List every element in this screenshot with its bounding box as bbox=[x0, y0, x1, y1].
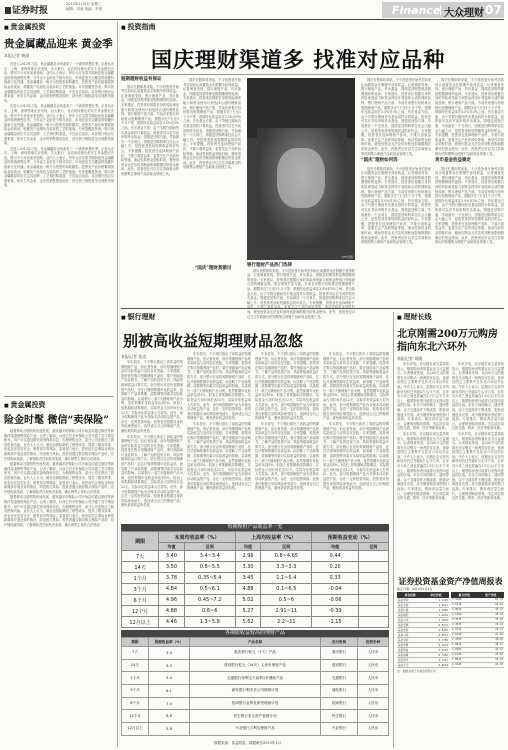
table-cell: 38.17 bbox=[478, 642, 505, 647]
table-cell: 建设银行 bbox=[321, 659, 358, 672]
table-cell: 1个月 bbox=[122, 672, 149, 685]
fund-table-subtitle: 截止日期：2013年1月4日 bbox=[397, 587, 433, 591]
table-cell: 兴业银行 bbox=[321, 723, 358, 736]
table-cell: 3.9810 bbox=[451, 607, 478, 612]
table-cell: 0.8123 bbox=[423, 648, 449, 653]
right-body-col1: 年末岁初，北京楼市成交量持续放大，刚需购房者的置业压力日益增大。记者调查发现，以200万元的预算在北京购买一套两居室住房，选择范围已主要集中在东北六环以外区域。中介人士表示，近期北京五环内新房均价已突破4万元/平方米，五环至六环之间也普遍在2.5万元/平方米以上，刚需购房者只能将目光投向更远的区域。东北方向的顺义、通州等地，由于交通条件不断改善、配套设施逐步完善，成为刚需购房者的热门选择。专家建议，购房者应量力而行，合理规划购房预算，关注项目周边的交通、教育、医疗等配套设施。 年末岁初，北京楼市成交量持续放大，刚需购房者的置业压力日益增大。记者调查发现，以200万元的预算在北京购买一套两居室住房，选择范围已主要集中在东北六环以外区域。中介人士表示，近期北京五环内新房均价已突破4万元/平方米，五环至六环之间也普遍在2.5万元/平方米以上，刚需购房者只能将目光投向更远的区域。东北方向的顺义、通州等地，由于交通条件不断改善、配套设施逐步完善，成为刚需购房者的热门选择。专家建议，购房者应量力而行，合理规划购房预算，关注项目周边的交通、教育、医疗等配套设施。 bbox=[397, 362, 449, 501]
yield-table-grid bbox=[121, 531, 389, 628]
left-article bbox=[4, 22, 114, 394]
table-cell: 1.0234 bbox=[423, 613, 449, 618]
table-row bbox=[122, 659, 389, 672]
mid-body-col4: 年末将至，不少银行推出了高收益的短期理财产品，但记者发现，部分短期理财产品的实际收益与宣传存在差距。专家提醒，投资者在购买短期理财产品时，要仔细阅读产品说明书，了解产品的投资方向、风险等级和收益计算方式。部分银行在宣传短期理财产品时，往往只强调预期年化收益率，而忽略了产品募集期、清算期等因素对实际收益的影响。以某银行一款7天期理财产品为例，虽然预期年化收益率达到5%，但加上募集期和清算期后，实际资金占用时间长达12天，实际年化收益率大打折扣。此外，部分短期理财产品为非保本浮动收益型产品，存在一定的投资风险。投资者应根据自身的风险承受能力，选择适合自己的理财产品，避免被高收益所忽悠。 年末将至，不少银行推出了高收益的短期理财产品，但记者发现，部分短期理财产品的实际收益与宣传存在差距。专家提醒，投资者在购买短期理财产品时，要仔细阅读产品说明书，了解产品的投资方向、风险等级和收益计算方式。部分银行在宣传短期理财产品时，往往只强调预期年化收益率，而忽略了产品募集期、清算期等因素对实际收益的影响。以某银行一款7天期理财产品为例，虽然预期年化收益率达到5%，但加上募集期和清算期后，实际资金占用时间长达12天，实际年化收益率大打折扣。此外，部分短期理财产品为非保本浮动收益型产品，存在一定的投资风险。投资者应根据自身的风险承受能力，选择适合自己的理财产品，避免被高收益所忽悠。 bbox=[323, 352, 389, 491]
mid-byline: 本报记者 张达 bbox=[121, 354, 147, 359]
table-cell: 2.0560 bbox=[451, 647, 478, 652]
top-body-col3: 银行理财产品热门选择 国庆长假即将来临，不少投资者开始考虑如何让闲置资金在假期中获得收益。记者调查发现，银行理财产品、货币基金、国债逆回购等都是假期理财的选择。专家建议，投资者应根据自身的风险承受能力和资金使用计划选择合适的理财品种。银行理财产品方面，节前各家银行纷纷推出短期理财产品，期限多在7天至1个月不等，预期年化收益率在3.5%至5%之间。货币基金方面，由于节假日期间货币基金同样计算收益，投资者可以在节前申购货币基金。国债逆回购方面，节前最后一个交易日，国债逆回购利率往往会大幅上升，是投资者获取短期收益的好机会。专家提醒，投资者在选择理财产 间，避免因资金无法及时到账而影响假期后的资金使用。此外，投资者还可以关注券商推出的短期集合理财产品和现金管理工具。 bbox=[247, 263, 355, 319]
col-header: 投资币种 bbox=[358, 638, 389, 647]
table-cell bbox=[358, 606, 388, 617]
table-cell: 基金金泰 bbox=[397, 628, 423, 633]
mid-story bbox=[121, 312, 389, 522]
table-cell: -1.15 bbox=[312, 617, 359, 628]
table-cell: 0.20 bbox=[312, 562, 359, 573]
table-cell: 1.9870 bbox=[451, 642, 478, 647]
table-cell: 25.37 bbox=[478, 627, 505, 632]
table-cell: 12月以上 bbox=[122, 723, 149, 736]
table-cell: 1.3056 bbox=[423, 608, 449, 613]
products-table bbox=[121, 630, 389, 736]
table-cell: 3.4 bbox=[149, 647, 190, 660]
table-cell bbox=[358, 584, 388, 595]
table-cell: 4.88 bbox=[235, 584, 261, 595]
table-cell: 23.87 bbox=[478, 652, 505, 657]
products-table-grid bbox=[121, 637, 389, 736]
sub-header: 均值 bbox=[235, 543, 261, 551]
table-cell: 人民币 bbox=[358, 672, 389, 685]
table-cell: 3.3~3.3 bbox=[261, 562, 312, 573]
table-cell: 重庆银行乾元（7天）产品 bbox=[190, 647, 321, 660]
table-cell: 人民币 bbox=[358, 723, 389, 736]
sub-header: 区间 bbox=[184, 543, 235, 551]
top-story-bottom-rule bbox=[121, 308, 504, 309]
table-cell: 0.7634 bbox=[423, 643, 449, 648]
section-label-right: ■ 理财长线 bbox=[397, 312, 504, 322]
table-row bbox=[122, 595, 389, 606]
column-rule-right bbox=[393, 312, 394, 748]
table-cell: 招商银行金葵花系列理财计划 bbox=[190, 697, 321, 710]
section-banner bbox=[382, 2, 504, 18]
table-cell: 重庆银行 bbox=[321, 647, 358, 660]
section-label-mid: ■ 银行理财 bbox=[121, 312, 389, 322]
products-table-title: 各期限收益较高的理财产品 bbox=[121, 630, 389, 637]
table-cell: 5.27 bbox=[235, 606, 261, 617]
table-row bbox=[122, 672, 389, 685]
table-cell: 14天 bbox=[122, 659, 149, 672]
col-header: 期限 bbox=[122, 638, 149, 647]
table-cell: 基金泰和 bbox=[397, 598, 423, 603]
table-cell: 3.4120 bbox=[451, 598, 478, 602]
top-rule bbox=[121, 74, 504, 75]
table-row bbox=[122, 562, 389, 573]
table-cell: 5.8 bbox=[149, 723, 190, 736]
table-cell: 0.5~6 bbox=[261, 595, 312, 606]
table-cell: 6.1 bbox=[149, 685, 190, 698]
table-cell: 0.9012 bbox=[423, 633, 449, 638]
table-cell: 61.72 bbox=[478, 598, 505, 602]
issue-date: 2013年1月9日 星期三 bbox=[66, 2, 102, 6]
table-cell: 0.44 bbox=[312, 551, 359, 562]
col-header: 资产净值 bbox=[478, 592, 505, 598]
table-row bbox=[122, 584, 389, 595]
table-row bbox=[397, 663, 449, 668]
section-label-top: ■ 投资指南 bbox=[121, 22, 504, 32]
table-cell: 52.61 bbox=[478, 602, 505, 607]
table-cell: -0.39 bbox=[312, 606, 359, 617]
table-cell: 0.8721 bbox=[423, 623, 449, 628]
masthead-rule bbox=[4, 19, 504, 20]
table-cell: 2.96 bbox=[235, 551, 261, 562]
table-cell: 2.4530 bbox=[451, 622, 478, 627]
article-headline-2: 险金时髦 微信“卖保险” bbox=[4, 415, 109, 426]
table-cell: 5.4 bbox=[149, 672, 190, 685]
table-cell: 1.1~5.4 bbox=[261, 573, 312, 584]
table-cell: 0.7785 bbox=[423, 638, 449, 643]
col-header: 期限 bbox=[122, 532, 159, 551]
table-cell: 35.46 bbox=[478, 617, 505, 622]
col-header: 累计净值 bbox=[451, 592, 478, 598]
table-cell: 0.33 bbox=[312, 573, 359, 584]
mid-body-col3: 年末将至，不少银行推出了高收益的短期理财产品，但记者发现，部分短期理财产品的实际收益与宣传存在差距。专家提醒，投资者在购买短期理财产品时，要仔细阅读产品说明书，了解产品的投资方向、风险等级和收益计算方式。部分银行在宣传短期理财产品时，往往只强调预期年化收益率，而忽略了产品募集期、清算期等因素对实际收益的影响。以某银行一款7天期理财产品为例，虽然预期年化收益率达到5%，但加上募集期和清算期后，实际资金占用时间长达12天，实际年化收益率大打折扣。此外，部分短期理财产品为非保本浮动收益型产品，存在一定的投资风险。投资者应根据自身的风险承受能力，选择适合自己的理财产品，避免被高收益所忽悠。 年末将至，不少银行推出了高收益的短期理财产品，但记者发现，部分短期理财产品的实际收益与宣传存在差距。专家提醒，投资者在购买短期理财产品时，要仔细阅读产品说明书，了解产品的投资方向、风险等级和收益计算方式。部分银行在宣传短期理财产品时，往往只强调预期年化收益率，而忽略了产品募集期、清算期等因素对实际收益的影响。以某银行一款7天期理财产品为例，虽然预期年化收益率达到5%，但加上募集期和清算期后，实际资金占用时间长达12天，实际年化收益率大打折扣。此外，部分短期理财产品为非保本浮动收益型产品，存在一定的投资风险。投资者应根据自身的风险承受能力，选择适合自己的理财产品，避免被高收益所忽悠。 bbox=[255, 352, 319, 491]
sub-header: 均值 bbox=[159, 543, 185, 551]
table-cell: 人民币 bbox=[358, 697, 389, 710]
col-header: 单位净值 bbox=[423, 592, 449, 598]
table-row bbox=[122, 723, 389, 736]
table-cell: 人民币 bbox=[358, 685, 389, 698]
table-cell: -0.04 bbox=[312, 584, 359, 595]
table-cell: 3.4~3.4 bbox=[184, 551, 235, 562]
table-cell: 6个月 bbox=[122, 595, 159, 606]
table-row bbox=[122, 697, 389, 710]
table-cell: 12个月 bbox=[122, 606, 159, 617]
table-cell: 6个月 bbox=[122, 697, 149, 710]
table-cell: 3.1260 bbox=[451, 612, 478, 617]
paper-logo bbox=[5, 3, 48, 16]
table-cell: 人民币 bbox=[358, 659, 389, 672]
right-byline: 本报记者 刘晓 bbox=[397, 356, 423, 361]
table-cell: 人民币 bbox=[358, 647, 389, 660]
section-divider bbox=[440, 5, 441, 15]
table-cell: 1.2345 bbox=[423, 598, 449, 603]
table-cell: 1.8940 bbox=[451, 657, 478, 662]
top-body-col5: 国庆长假即将来临，不少投资者开始考虑如何让闲置资金在假期中获得收益。记者调查发现，银行理财产品、货币基金、国债逆回购等都是假期理财的选择。专家建议，投资者应根据自身的风险承受能力和资金使用计划选择合适的理财品种。银行理财产品方面，节前各家银行纷纷推出短期理财产品，期限多在7天至1个月不等，预期年化收益率在3.5%至5%之间。货币基金方面，由于节假日期间货币基金同样计算收益，投资者可以在节前申购货币基金。国债逆回购方面，节前最后一个交易日，国债逆回购利率往往会大幅上升，是投资者获取短期收益的好机会。专家提醒，投资者在选择理财产品时，不要只看收益率，更要关注产品的风险等级、流动性和资金到账时间，避免因资金无法及时到账而影响假期后的资金使用。此外，投资者还可以关注券商推出的短期集合理财产品和现金管理工具。 货币基金收益稳定 国庆长假即将来临，不少投资者开始考虑如何让闲置资金在假期中获得收益。记者调查发现，银行理财产品、货币基金、国债逆回购等都是假期理财的选择。专家建议，投资者应根据自身的风险承受能力和资金使用计划选择合适的理财品种。银行理财产品方面，节前各家银行纷纷推出短期理财产品，期限多在7天至1个月不等，预期年化收益率在3.5%至5%之间。货币基金方面，由于节假日期间货币基金同样计算收益，投资者可以在节前申购货币基金。国债逆回购方面，节前最后一个交易日，国债逆回购利率往往会大幅上升，是投资者获取短期收益的好机会。专家提醒，投资者在选择理财产品时，不要只看收益率，更要关注产品的风险等级、流动性和资金到账时间，避免因资金无法及时到账而影响假期后的资金使用。此外，投资者还可以关注券商推出的短期集合理财产品和现金管理工具。 bbox=[435, 78, 504, 245]
col-header: 产品名称 bbox=[190, 638, 321, 647]
table-cell: 基金裕阳 bbox=[397, 613, 423, 618]
table-cell: 0.7412 bbox=[423, 658, 449, 663]
table-cell bbox=[358, 617, 388, 628]
table-cell bbox=[358, 562, 388, 573]
table-cell: -0.06 bbox=[312, 595, 359, 606]
mid-headline: 别被高收益短期理财品忽悠 bbox=[123, 332, 304, 350]
table-row bbox=[122, 606, 389, 617]
col-header: 上周均收益率（%） bbox=[235, 532, 312, 543]
table-cell: 浦发银行利多多公司理财计划 bbox=[190, 685, 321, 698]
col-header: 基金名称 bbox=[397, 592, 423, 598]
table-cell: 2.91~11 bbox=[261, 606, 312, 617]
top-body-col4: 国庆长假即将来临，不少投资者开始考虑如何让闲置资金在假期中获得收益。记者调查发现，银行理财产品、货币基金、国债逆回购等都是假期理财的选择。专家建议，投资者应根据自身的风险承受能力和资金使用计划选择合适的理财品种。银行理财产品方面，节前各家银行纷纷推出短期理财产品，期限多在7天至1个月不等，预期年化收益率在3.5%至5%之间。货币基金方面，由于节假日期间货币基金同样计算收益，投资者可以在节前申购货币基金。国债逆回购方面，节前最后一个交易日，国债逆回购利率往往会大幅上升，是投资者获取短期收益的好机会。专家提醒，投资者在选择理财产品时，不要只看收益率，更要关注产品的风险等级、流动性和资金到账时间，避免因资金无法及时到账而影响假期后的资金使用。此外，投资者还可以关注券商推出的短期集合理财产品和现金管理工具。 “国庆”理财如何选 国庆长假即将来临，不少投资者开始考虑如何让闲置资金在假期中获得收益。记者调查发现，银行理财产品、货币基金、国债逆回购等都是假期理财的选择。专家建议，投资者应根据自身的风险承受能力和资金使用计划选择合适的理财品种。银行理财产品方面，节前各家银行纷纷推出短期理财产品，期限多在7天至1个月不等，预期年化收益率在3.5%至5%之间。货币基金方面，由于节假日期间货币基金同样计算收益，投资者可以在节前申购货币基金。国债逆回购方面，节前最后一个交易日，国债逆回购利率往往会大幅上升，是投资者获取短期收益的好机会。专家提醒，投资者在选择理财产品时，不要只看收益率，更要关注产品的风险等级、流动性和资金到账时间，避免因资金无法及时到账而影响假期后的资金使用。此外，投资者还可以关注券商推出的短期集合理财产品和现金管理工具。 bbox=[361, 78, 431, 245]
table-row bbox=[451, 662, 504, 667]
footer-source: 数据来源：普益财富，数据截至2013年1月 bbox=[214, 741, 282, 745]
article-byline: 本报记者 黄丽 bbox=[4, 53, 30, 58]
sub-header: 均值 bbox=[312, 543, 359, 551]
issue-editor: 编辑：刘涛 美编：李美 bbox=[66, 6, 103, 11]
table-cell: 4.96 bbox=[159, 595, 185, 606]
table-cell: 4.84 bbox=[159, 584, 185, 595]
table-cell: 12个月 bbox=[122, 710, 149, 723]
section-cn: 大众理财 bbox=[444, 8, 484, 19]
table-cell bbox=[358, 595, 388, 606]
table-row bbox=[122, 685, 389, 698]
table-cell: 38.93 bbox=[478, 637, 505, 642]
section-en: Finance bbox=[392, 4, 441, 17]
table-cell: 0.35~5.4 bbox=[184, 573, 235, 584]
top-story-image bbox=[247, 78, 355, 260]
table-cell: 6.6 bbox=[149, 710, 190, 723]
table-cell: 基金安顺 bbox=[397, 623, 423, 628]
table-cell: 建设银行乾元（14天）人民币理财产品 bbox=[190, 659, 321, 672]
section-label: ■ 贵金属投资 bbox=[4, 22, 114, 32]
table-cell: 5.5 bbox=[149, 659, 190, 672]
sub-header: 区间 bbox=[261, 543, 312, 551]
table-cell: 0.8~4.65 bbox=[261, 551, 312, 562]
table-cell: 5.62 bbox=[235, 617, 261, 628]
table-cell: 7.5 bbox=[149, 697, 190, 710]
table-cell: 30.70 bbox=[478, 612, 505, 617]
mid-body-col2: 年末将至，不少银行推出了高收益的短期理财产品，但记者发现，部分短期理财产品的实际收益与宣传存在差距。专家提醒，投资者在购买短期理财产品时，要仔细阅读产品说明书，了解产品的投资方向、风险等级和收益计算方式。部分银行在宣传短期理财产品时，往往只强调预期年化收益率，而忽略了产品募集期、清算期等因素对实际收益的影响。以某银行一款7天期理财产品为例，虽然预期年化收益率达到5%，但加上募集期和清算期后，实际资金占用时间长达12天，实际年化收益率大打折扣。此外，部分短期理财产品为非保本浮动收益型产品，存在一定的投资风险。投资者应根据自身的风险承受能力，选择适合自己的理财产品，避免被高收益所忽悠。 年末将至，不少银行推出了高收益的短期理财产品，但记者发现，部分短期理财产品的实际收益与宣传存在差距。专家提醒，投资者在购买短期理财产品时，要仔细阅读产品说明书，了解产品的投资方向、风险等级和收益计算方式。部分银行在宣传短期理财产品时，往往只强调预期年化收益率，而忽略了产品募集期、清算期等因素对实际收益的影响。以某银行一款7天期理财产品为例，虽然预期年化收益率达到5%，但加上募集期和清算期后，实际资金占用时间长达12天，实际年化收益率大打折扣。此外，部分短期理财产品为非保本浮动收益型产品，存在一定的投资风险。投资者应根据自身的风险承受能力，选择适合自己的理财产品，避免被高收益所忽悠。 bbox=[187, 352, 251, 491]
article-body: 在进入2013年之际，贵金属藏品市场迎来了一个新的销售旺季。记者从北京、上海、深圳等地走访发现，各大银行、金店纷纷推出蛇年生肖金银纪念品，吸引不少市民前来选购。业内人士表示，每年元旦至春节期间是贵金属藏品的传统销售旺季，今年由于金价处于相对高位，市场更加关注藏品的收藏价值和文化内涵。贵金属藏品一般分为投资类和收藏类，投资类产品价格紧跟国际金价波动，收藏类产品则包含较高的工艺附加值。专家提醒投资者，购买贵金属藏品时应关注其品牌、工艺和回购渠道，不宜盲目追高。从各银行网点反馈来看，蛇年生肖金条、金币的销售情况较好，部分热门规格甚至出现断货现象。 在进入2013年之际，贵金属藏品市场迎来了一个新的销售旺季。记者从北京、上海、深圳等地走访发现，各大银行、金店纷纷推出蛇年生肖金银纪念品，吸引不少市民前来选购。业内人士表示，每年元旦至春节期间是贵金属藏品的传统销售旺季，今年由于金价处于相对高位，市场更加关注藏品的收藏价值和文化内涵。贵金属藏品一般分为投资类和收藏类，投资类产品价格紧跟国际金价波动，收藏类产品则包含较高的工艺附加值。专家提醒投资者，购买贵金属藏品时应关注其品牌、工艺和回购渠道，不宜盲目追高。从各银行网点反馈来看，蛇年生肖金条、金币的销售情况较好，部分热门规格甚至出现断货现象。 在进入2013年之际，贵金属藏品市场迎来了一个新的销售旺季。记者从北京、上海、深圳等地走访发现，各大银行、金店纷纷推出蛇年生肖金银纪念品，吸引不少市民前来选购。业内人士表示，每年元旦至春节期间是贵金属藏品的传统销售旺季，今年由于金价处于相对高位，市场更加关注藏品的收藏价值和文化内涵。贵金属藏品一般分为投资类和收藏类，投资类产品价格紧跟国际金价波动，收藏类产品则包含较高的工艺附加值。专家提醒投资者，购买贵金属藏品时应关注其品牌、工艺和回购渠道，不宜盲目追高。从各银行网点反馈来看，蛇年生肖金条、金币的销售情况较好，部分热门规格甚至出现断货现象。 bbox=[4, 62, 114, 188]
table-cell: 24.37 bbox=[478, 647, 505, 652]
left-divider bbox=[4, 396, 114, 397]
right-body-col2: 年末岁初，北京楼市成交量持续放大，刚需购房者的置业压力日益增大。记者调查发现，以200万元的预算在北京购买一套两居室住房，选择范围已主要集中在东北六环以外区域。中介人士表示，近期北京五环内新房均价已突破4万元/平方米，五环至六环之间也普遍在2.5万元/平方米以上，刚需购房者只能将目光投向更远的区域。东北方向的顺义、通州等地，由于交通条件不断改善、配套设施逐步完善，成为刚需购房者的热门选择。专家建议，购房者应量力而行，合理规划购房预算，关注项目周边的交通、教育、医疗等配套设施。 年末岁初，北京楼市成交量持续放大，刚需购房者的置业压力日益增大。记者调查发现，以200万元的预算在北京购买一套两居室住房，选择范围已主要集中在东北六环以外区域。中介人士表示，近期北京五环内新房均价已突破4万元/平方米，五环至六环之间也普遍在2.5万元/平方米以上，刚需购房者只能将目光投向更远的区域。东北方向的顺义、通州等地，由于交通条件不断改善、配套设施逐步完善，成为刚需购房者的热门选择。专家建议，购房者应量力而行，合理规划购房预算，关注项目周边的交通、教育、医疗等配套设施。 bbox=[452, 362, 504, 501]
table-cell: 0.6~6 bbox=[184, 606, 235, 617]
fund-table-footer: 注：数据来源于各基金管理公司 bbox=[397, 669, 437, 673]
fund-table-right bbox=[451, 592, 504, 668]
table-cell: 民生银行非凡资产管理计划 bbox=[190, 710, 321, 723]
table-cell: 1.3~5.8 bbox=[184, 617, 235, 628]
left-article-2 bbox=[4, 400, 114, 746]
table-cell: 7天 bbox=[122, 647, 149, 660]
table-cell: 1个月 bbox=[122, 573, 159, 584]
table-cell: 4.88 bbox=[159, 606, 185, 617]
col-header: 预期收益变动（%） bbox=[312, 532, 389, 543]
table-cell bbox=[358, 573, 388, 584]
table-cell: 2.1230 bbox=[451, 662, 478, 667]
table-cell: 基金天元 bbox=[397, 663, 423, 668]
table-cell: 12月以上 bbox=[122, 617, 159, 628]
fund-table bbox=[397, 576, 504, 673]
col-header: 发行机构 bbox=[321, 638, 358, 647]
section-label-2: ■ 贵金属投资 bbox=[4, 400, 114, 410]
top-body-col2: 国庆长假即将来临，不少投资者开始考虑如何让闲置资金在假期中获得收益。记者调查发现，银行理财产品、货币基金、国债逆回购等都是假期理财的选择。专家建议，投资者应根据自身的风险承受能力和资金使用计划选择合适的理财品种。银行理财产品方面，节前各家银行纷纷推出短期理财产品，期限多在7天至1个月不等，预期年化收益率在3.5%至5%之间。货币基金方面，由于节假日期间货币基金同样计算收益，投资者可以在节前申购货币基金。国债逆回购方面，节前最后一个交易日，国债逆回购利率往往会大幅上升，是投资者获取短期收益的好机会。专家提醒，投资者在选择理财产品时，不要只看收益率，更要关注产品的风险等级、流动性和资金到账时间，避免因资金无法及时到账而影响假期后的资金使用。此外，投资者还可以关注券商推出的短期集合理财产品和现金管理工具。 bbox=[183, 78, 241, 170]
sub-header: 区间 bbox=[358, 543, 388, 551]
table-cell: 22.24 bbox=[478, 657, 505, 662]
image-caption: CFP供图 bbox=[341, 255, 353, 259]
table-row bbox=[122, 551, 389, 562]
right-headline: 北京刚需200万元购房 指向东北六环外 bbox=[397, 329, 498, 353]
mid-body-col1: 年末将至，不少银行推出了高收益的短期理财产品，但记者发现，部分短期理财产品的实际收益与宣传存在差距。专家提醒，投资者在购买短期理财产品时，要仔细阅读产品说明书，了解产品的投资方向、风险等级和收益计算方式。部分银行在宣传短期理财产品时，往往只强调预期年化收益率，而忽略了产品募集期、清算期等因素对实际收益的影响。以某银行一款7天期理财产品为例，虽然预期年化收益率达到5%，但加上募集期和清算期后，实际资金占用时间长达12天，实际年化收益率大打折扣。此外，部分短期理财产品为非保本浮动收益型产品，存在一定的投资风险。投资者应根据自身的风险承受能力，选择适合自己的理财产品，避免被高收益所忽悠。 年末将至，不少银行推出了高收益的短期理财产品，但记者发现，部分短期理财产品的实际收益与宣传存在差距。专家提醒，投资者在购买短期理财产品时，要仔细阅读产品说明书，了解产品的投资方向、风险等级和收益计算方式。部分银行在宣传短期理财产品时，往往只强调预期年化收益率，而忽略了产品募集期、清算期等因素对实际收益的影响。以某银行一款7天期理财产品为例，虽然预期年化收益率达到5%，但加上募集期和清算期后，实际资金占用时间长达12天，实际年化收益率大打折扣。此外，部分短期理财产品为非保本浮动收益型产品，存在一定的投资风险。投资者应根据自身的风险承受能力，选择适合自己的理财产品，避免被高收益所忽悠。 bbox=[121, 360, 183, 508]
table-cell: 人民币 bbox=[358, 710, 389, 723]
table-cell: 0.8456 bbox=[423, 628, 449, 633]
table-cell bbox=[358, 551, 388, 562]
table-cell: 26.16 bbox=[478, 622, 505, 627]
table-row bbox=[122, 710, 389, 723]
table-cell: 0.8234 bbox=[423, 663, 449, 668]
table-cell: 基金汉盛 bbox=[397, 608, 423, 613]
table-cell: 0.1~6.5 bbox=[261, 584, 312, 595]
table-cell: 基金同益 bbox=[397, 648, 423, 653]
table-cell: 招商银行 bbox=[321, 697, 358, 710]
table-cell: 2.1050 bbox=[451, 637, 478, 642]
table-cell: 3.40 bbox=[159, 551, 185, 562]
table-cell: 基金安信 bbox=[397, 603, 423, 608]
table-cell: 3.78 bbox=[159, 573, 185, 584]
table-cell: 0.8~5.5 bbox=[184, 562, 235, 573]
article-headline: 贵金属藏品迎来 黄金季 bbox=[4, 38, 113, 50]
table-cell: 27.04 bbox=[478, 632, 505, 637]
page-number: 07 bbox=[485, 3, 502, 17]
table-row bbox=[122, 647, 389, 660]
yield-table-title: 短期理财产品收益率一览 bbox=[121, 524, 389, 531]
fund-table-left bbox=[397, 592, 449, 668]
col-header: 本周均收益率（%） bbox=[159, 532, 236, 543]
table-cell: 3.45 bbox=[235, 573, 261, 584]
table-cell: 2.0120 bbox=[451, 652, 478, 657]
fund-table-title: 证券投资基金资产净值周报表 bbox=[398, 576, 503, 586]
table-cell: 兴业银行万利宝理财产品 bbox=[190, 723, 321, 736]
table-cell: 浦发银行 bbox=[321, 685, 358, 698]
table-cell: 5.02 bbox=[235, 595, 261, 606]
table-cell: 7天 bbox=[122, 551, 159, 562]
pull-quote-1: “国庆”理财莫错过 bbox=[194, 266, 232, 271]
table-cell: 2.2~11 bbox=[261, 617, 312, 628]
table-cell: 4.46 bbox=[159, 617, 185, 628]
right-story bbox=[397, 312, 504, 574]
table-cell: 14天 bbox=[122, 562, 159, 573]
col-header: 预期收益率（%） bbox=[149, 638, 190, 647]
yield-table bbox=[121, 524, 389, 628]
top-headline: 国庆理财渠道多 找准对应品种 bbox=[151, 47, 446, 72]
top-body-col1: 短期理财收益有保证 国庆长假即将来临，不少投资者开始考虑如何让闲置资金在假期中获得收益。记者调查发现，银行理财产品、货币基金、国债逆回购等都是假期理财的选择。专家建议，投资者应根据自身的风险承受能力和资金使用计划选择合适的理财品种。银行理财产品方面，节前各家银行纷纷推出短期理财产品，期限多在7天至1个月不等，预期年化收益率在3.5%至5%之间。货币基金方面，由于节假日期间货币基金同样计算收益，投资者可以在节前申购货币基金。国债逆回购方面，节前最后一个交易日，国债逆回购利率往往会大幅上升，是投资者获取短期收益的好机会。专家提醒，投资者在选择理财产品时，不要只看收益率，更要关注产品的风险等级、流动性和资金到账时间，避免因资金无法及时到账而影响假期后的资金使用。此外，投资者还可以关注券商推出的短期集合理财产品和现金管理工具。 bbox=[121, 77, 179, 176]
table-cell: 1.0521 bbox=[423, 603, 449, 608]
table-cell: 基金普惠 bbox=[397, 643, 423, 648]
table-row bbox=[122, 573, 389, 584]
table-cell: 24.70 bbox=[478, 662, 505, 667]
table-cell: 1.1820 bbox=[423, 618, 449, 623]
column-rule-left bbox=[117, 22, 118, 747]
table-cell: 2.6320 bbox=[451, 632, 478, 637]
masthead bbox=[0, 0, 508, 20]
table-cell: 交通银行 bbox=[321, 672, 358, 685]
table-row bbox=[122, 617, 389, 628]
table-cell: 0.45~7.2 bbox=[184, 595, 235, 606]
table-cell: 0.5~6.1 bbox=[184, 584, 235, 595]
table-cell: 民生银行 bbox=[321, 710, 358, 723]
table-cell: 基金兴和 bbox=[397, 633, 423, 638]
table-cell: 39.17 bbox=[478, 607, 505, 612]
paper-name: 证券时报 bbox=[12, 6, 49, 16]
table-cell: 3个月 bbox=[122, 584, 159, 595]
table-cell: 基金景宏 bbox=[397, 638, 423, 643]
table-cell: 3.30 bbox=[235, 562, 261, 573]
table-cell: 3.5210 bbox=[451, 602, 478, 607]
table-cell: 基金裕隆 bbox=[397, 653, 423, 658]
table-cell: 3.50 bbox=[159, 562, 185, 573]
table-cell: 基金普丰 bbox=[397, 658, 423, 663]
table-cell: 0.7956 bbox=[423, 653, 449, 658]
table-cell: 3.4510 bbox=[451, 617, 478, 622]
article-body-2: 随着移动互联网的快速发展，越来越多的保险公司开始尝试通过微信等新媒体渠道销售保险产品。记者了解到，目前已有多家保险公司开通了官方微信账号，用户可以通过微信查询保单信息、办理理赔业务，部分公司还推出了微信投保功能。业内人士认为，微信卖保险降低了销售成本，提高了服务效率，但也存在信息安全、销售误导等风险。监管部门表示，将密切关注保险业利用新媒体开展业务的情况，防范相关风险。投资者通过微信购买保险产品时，应仔细阅读条款，了解保险责任和免责条款，确认销售主体的合法资质。 随着移动互联网的快速发展，越来越多的保险公司开始尝试通过微信等新媒体渠道销售保险产品。记者了解到，目前已有多家保险公司开通了官方微信账号，用户可以通过微信查询保单信息、办理理赔业务，部分公司还推出了微信投保功能。业内人士认为，微信卖保险降低了销售成本，提高了服务效率，但也存在信息安全、销售误导等风险。监管部门表示，将密切关注保险业利用新媒体开展业务的情况，防范相关风险。投资者通过微信购买保险产品时，应仔细阅读条款，了解保险责任和免责条款，确认销售主体的合法资质。 随着移动互联网的快速发展，越来越多的保险公司开始尝试通过微信等新媒体渠道销售保险产品。记者了解到，目前已有多家保险公司开通了官方微信账号，用户可以通过微信查询保单信息、办理理赔业务，部分公司还推出了微信投保功能。业内人士认为，微信卖保险降低了销售成本，提高了服务效率，但也存在信息安全、销售误导等风险。监管部门表示，将密切关注保险业利用新媒体开展业务的情况，防范相关风险。投资者通过微信购买保险产品时，应仔细阅读条款，了解保险责任和免责条款，确认销售主体的合法资质。 bbox=[4, 429, 114, 527]
table-cell: 交通银行得利宝天添利1号理财产品 bbox=[190, 672, 321, 685]
table-cell: 3个月 bbox=[122, 685, 149, 698]
table-cell: 基金兴华 bbox=[397, 618, 423, 623]
table-cell: 2.2150 bbox=[451, 627, 478, 632]
